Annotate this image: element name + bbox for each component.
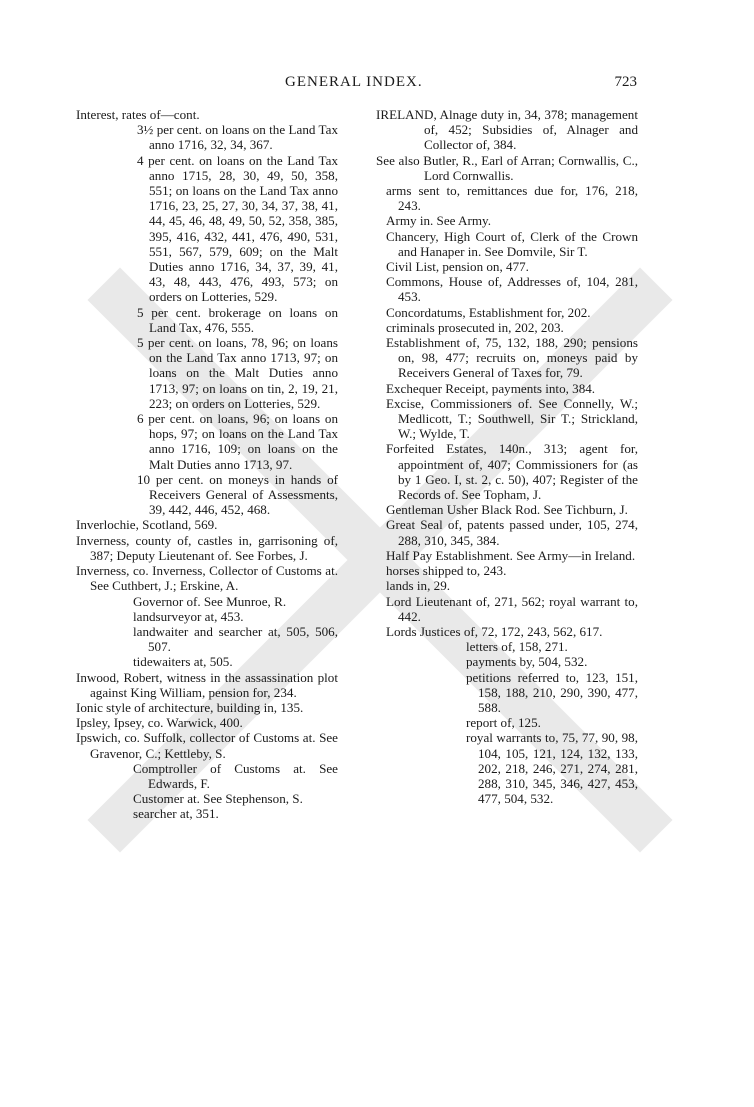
index-entry: Half Pay Establishment. See Army—in Ireland. (386, 547, 636, 563)
index-entry: lands in, 29. (386, 578, 451, 594)
index-entry: 3½ per cent. on loans on the Land Tax anno 1716, 32, 34, 367. (137, 122, 338, 153)
index-entry: IRELAND, Alnage duty in, 34, 378; management of, 452; Subsidies of, Alnager and Collector of, 384. (376, 107, 638, 153)
index-entry: 5 per cent. on loans, 78, 96; on loans on the Land Tax anno 1713, 97; on loans on the Malt Duties anno 1713, 97; on loans on tin, 2, 19, 21, 223; on orders on Lotteries, 529. (137, 335, 338, 411)
page-header (0, 74, 754, 98)
index-entry: 6 per cent. on loans, 96; on loans on hops, 97; on loans on the Land Tax anno 1716, 109; on loans on the Malt Duties anno 1713, 97. (137, 411, 338, 472)
index-entry: Ipswich, co. Suffolk, collector of Customs at. See Gravenor, C.; Kettleby, S. (76, 730, 338, 761)
index-entry: Excise, Commissioners of. See Connelly, W.; Medlicott, T.; Southwell, Sir T.; Strickland, W.; Wylde, T. (386, 395, 638, 442)
index-entry: Comptroller of Customs at. See Edwards, F. (133, 760, 338, 791)
index-entry: Army in. See Army. (386, 213, 491, 229)
index-entry: Lords Justices of, 72, 172, 243, 562, 617. (386, 623, 603, 639)
index-entry: 5 per cent. brokerage on loans on Land Tax, 476, 555. (137, 304, 338, 335)
index-entry: Ipsley, Ipsey, co. Warwick, 400. (76, 715, 243, 731)
index-entry: searcher at, 351. (133, 806, 219, 822)
index-entry: Inverness, county of, castles in, garrisoning of, 387; Deputy Lieutenant of. See Forbes, J. (76, 532, 338, 563)
index-entry: arms sent to, remittances due for, 176, 218, 243. (386, 183, 638, 214)
index-entry: landwaiter and searcher at, 505, 506, 507. (133, 623, 338, 655)
index-entry: letters of, 158, 271. (466, 639, 568, 655)
index-entry: payments by, 504, 532. (466, 654, 588, 670)
index-column-left (76, 107, 338, 822)
index-entry: Governor of. See Munroe, R. (133, 593, 287, 609)
index-entry: See also Butler, R., Earl of Arran; Cornwallis, C., Lord Cornwallis. (376, 152, 638, 183)
index-entry: Customer at. See Stephenson, S. (133, 791, 303, 807)
index-entry: 10 per cent. on moneys in hands of Receivers General of Assessments, 39, 442, 446, 452, 468. (137, 471, 338, 518)
index-entry: petitions referred to, 123, 151, 158, 188, 210, 290, 390, 477, 588. (466, 669, 638, 715)
index-entry: royal warrants to, 75, 77, 90, 98, 104, 105, 121, 124, 132, 133, 202, 218, 246, 271, 274, 281, 288, 310, 345, 346, 427, 453, 477, 504, 532. (466, 730, 638, 807)
index-entry: Ionic style of architecture, building in, 135. (76, 699, 304, 715)
index-entry: Establishment of, 75, 132, 188, 290; pensions on, 98, 477; recruits on, moneys paid by Receivers General of Taxes for, 79. (386, 335, 638, 381)
index-entry: landsurveyor at, 453. (133, 608, 244, 624)
index-column-right (376, 107, 638, 806)
page-number: 723 (614, 74, 637, 90)
index-entry: Inverness, co. Inverness, Collector of Customs at. See Cuthbert, J.; Erskine, A. (76, 563, 338, 594)
index-entry: Great Seal of, patents passed under, 105, 274, 288, 310, 345, 384. (386, 517, 638, 548)
index-entry: Chancery, High Court of, Clerk of the Crown and Hanaper in. See Domvile, Sir T. (386, 228, 638, 259)
running-head: GENERAL INDEX. (285, 74, 423, 90)
index-entry: Commons, House of, Addresses of, 104, 281, 453. (386, 274, 638, 305)
index-entry: Lord Lieutenant of, 271, 562; royal warrant to, 442. (386, 593, 638, 624)
index-entry: Concordatums, Establishment for, 202. (386, 304, 591, 320)
index-entry: Forfeited Estates, 140n., 313; agent for, appointment of, 407; Commissioners for (as by 1 Geo. I, st. 2, c. 50), 407; Register of the Records of. See Topham, J. (386, 441, 638, 503)
index-entry: Exchequer Receipt, payments into, 384. (386, 380, 596, 396)
index-entry: criminals prosecuted in, 202, 203. (386, 319, 564, 335)
index-entry: Interest, rates of—cont. (76, 107, 200, 122)
index-entry: Inwood, Robert, witness in the assassination plot against King William, pension for, 234. (76, 669, 338, 700)
index-entry: horses shipped to, 243. (386, 563, 507, 579)
index-entry: Inverlochie, Scotland, 569. (76, 517, 218, 533)
index-entry: 4 per cent. on loans on the Land Tax anno 1715, 28, 30, 49, 50, 358, 551; on loans on the Land Tax anno 1716, 23, 25, 27, 30, 34, 37, 38, 41, 44, 45, 46, 48, 49, 50, 52, 358, 385, 395, 416, 432, 441, 476, 490, 531, 551, 567, 579, 609; on the Malt Duties anno 1716, 34, 37, 39, 41, 43, 48, 443, 476, 493, 573; on orders on Lotteries, 529. (137, 152, 338, 305)
index-entry: Civil List, pension on, 477. (386, 259, 529, 275)
index-entry: report of, 125. (466, 715, 541, 731)
index-entry: Gentleman Usher Black Rod. See Tichburn, J. (386, 502, 628, 518)
index-entry: tidewaiters at, 505. (133, 654, 233, 670)
